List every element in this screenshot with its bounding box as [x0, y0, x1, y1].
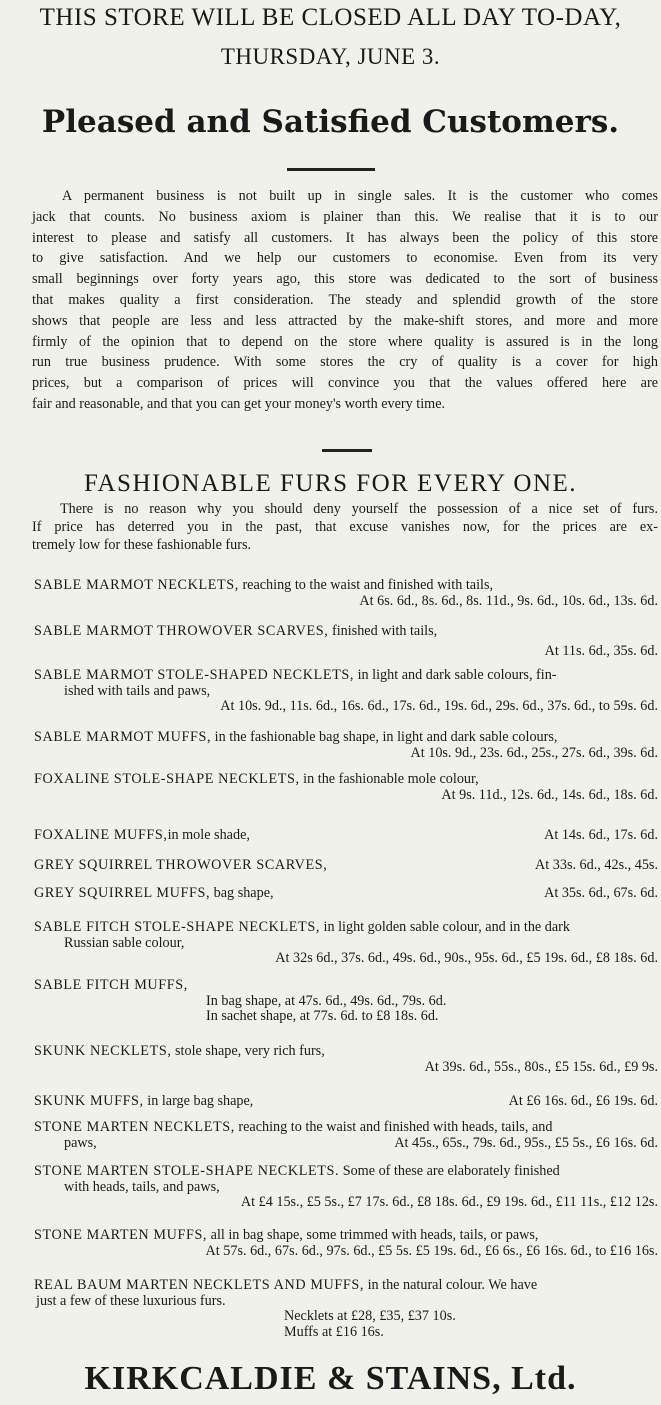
item-desc: in the natural colour. We have [364, 1277, 538, 1293]
item-name: SABLE FITCH MUFFS, [34, 977, 188, 993]
item-name: STONE MARTEN MUFFS, [34, 1227, 208, 1243]
item-desc-cont: just a few of these luxurious furs. [36, 1292, 226, 1309]
headline: Pleased and Satisfied Customers. [41, 104, 620, 140]
paragraph-line: interest to please and satisfy all customers. It has always been the policy of this store [32, 229, 658, 246]
item-desc: in the fashionable bag shape, in light and dark sable colours, [211, 729, 558, 745]
item-prices: At £4 15s., £5 5s., £7 17s. 6d., £8 18s. 6d., £9 19s. 6d., £11 11s., £12 12s. [240, 1194, 658, 1210]
paragraph-line: A permanent business is not built up in single sales. It is the customer who comes [62, 188, 658, 204]
fur-item [34, 624, 658, 659]
item-price-line: In sachet shape, at 77s. 6d. to £8 18s. 6d. [206, 1008, 439, 1024]
item-prices: At 39s. 6d., 55s., 80s., £5 15s. 6d., £9 9s. [424, 1058, 658, 1075]
closing-notice-line2: THURSDAY, JUNE 3. [220, 44, 441, 69]
fur-item [34, 1044, 658, 1075]
item-name: REAL BAUM MARTEN NECKLETS AND MUFFS, [34, 1277, 365, 1293]
fur-item [34, 858, 658, 874]
item-prices: At 32s 6d., 37s. 6d., 49s. 6d., 90s., 95s. 6d., £5 19s. 6d., £8 18s. 6d. [275, 950, 658, 966]
item-prices: At 33s. 6d., 42s., 45s. [535, 857, 658, 873]
item-name: SKUNK MUFFS, [34, 1093, 144, 1109]
paragraph-line: shows that people are less and less attracted by the make-shift stores, and more and more [32, 312, 658, 329]
item-desc: stole shape, very rich furs, [171, 1043, 325, 1059]
item-desc: Some of these are elaborately finished [339, 1163, 560, 1179]
item-desc: in the fashionable mole colour, [299, 771, 479, 787]
paragraph-line: that makes quality a first consideration. The steady and splendid growth of the store [32, 291, 658, 308]
item-desc-cont: Russian sable colour, [64, 934, 185, 951]
paragraph-line: small beginnings over forty years ago, this store was dedicated to the sort of business [32, 271, 658, 288]
divider-rule-2 [322, 449, 372, 452]
store-name-footer: KIRKCALDIE & STAINS, Ltd. [84, 1360, 577, 1397]
item-prices: At £6 16s. 6d., £6 19s. 6d. [508, 1093, 658, 1109]
intro-line: There is no reason why you should deny yourself the possession of a nice set of furs. [60, 501, 658, 517]
item-price-line: In bag shape, at 47s. 6d., 49s. 6d., 79s. 6d. [206, 992, 447, 1009]
fur-item [34, 668, 658, 715]
body-paragraph [32, 186, 658, 415]
paragraph-line: firmly of the opinion that to depend on the store where quality is assured is in the long [32, 333, 658, 350]
item-name: FOXALINE MUFFS, [34, 827, 168, 843]
item-name: SABLE MARMOT MUFFS, [34, 729, 212, 745]
item-desc: in light golden sable colour, and in the dark [319, 919, 570, 935]
item-name: SABLE MARMOT NECKLETS, [34, 577, 239, 593]
item-name: GREY SQUIRREL THROWOVER SCARVES, [34, 857, 328, 873]
fur-item [34, 1164, 658, 1211]
item-name: STONE MARTEN NECKLETS, [34, 1119, 235, 1135]
item-desc: in large bag shape, [143, 1093, 254, 1109]
item-desc: reaching to the waist and finished with heads, tails, and [234, 1119, 553, 1135]
paragraph-line: fair and reasonable, and that you can get your money's worth every time. [32, 395, 446, 412]
paragraph-line: jack that counts. No business axiom is plainer than this. We realise that it is to our [32, 208, 658, 225]
item-name: FOXALINE STOLE-SHAPE NECKLETS, [34, 771, 300, 787]
item-prices: At 10s. 9d., 11s. 6d., 16s. 6d., 17s. 6d., 19s. 6d., 29s. 6d., 37s. 6d., to 59s. 6d. [220, 698, 658, 714]
fur-item [34, 886, 658, 902]
item-name: SKUNK NECKLETS, [34, 1043, 172, 1059]
fur-item [34, 578, 658, 609]
intro-line: tremely low for these fashionable furs. [32, 537, 252, 553]
item-prices: At 35s. 6d., 67s. 6d. [544, 885, 658, 901]
item-name: GREY SQUIRREL MUFFS, [34, 885, 211, 901]
item-prices: At 57s. 6d., 67s. 6d., 97s. 6d., £5 5s. £5 19s. 6d., £6 6s., £6 16s. 6d., to £16 16s. [205, 1242, 658, 1259]
paragraph-line: to give satisfaction. And we help our customers to economise. Even from its very [32, 250, 658, 267]
furs-intro [32, 500, 658, 554]
fur-item [34, 920, 658, 967]
fur-item [34, 772, 658, 803]
item-desc-cont: with heads, tails, and paws, [64, 1178, 220, 1195]
item-name: SABLE MARMOT THROWOVER SCARVES, [34, 623, 329, 639]
item-name: SABLE FITCH STOLE-SHAPE NECKLETS, [34, 919, 320, 935]
fur-item [34, 1278, 658, 1340]
paragraph-line: run true business prudence. With some stores the cry of quality is a cover for high [32, 354, 658, 371]
intro-line: If price has deterred you in the past, that excuse vanishes now, for the prices are ex- [32, 519, 658, 535]
item-desc-cont: paws, [64, 1134, 97, 1151]
item-name: STONE MARTEN STOLE-SHAPE NECKLETS. [34, 1163, 340, 1179]
divider-rule-1 [287, 168, 375, 171]
fur-item [34, 828, 658, 844]
item-prices: At 10s. 9d., 23s. 6d., 25s., 27s. 6d., 39s. 6d. [410, 744, 658, 761]
item-name: SABLE MARMOT STOLE-SHAPED NECKLETS, [34, 667, 355, 683]
item-price-line: Muffs at £16 16s. [284, 1323, 384, 1340]
item-desc: all in bag shape, some trimmed with heads, tails, or paws, [207, 1227, 539, 1243]
item-prices: At 45s., 65s., 79s. 6d., 95s., £5 5s., £6 16s. 6d. [394, 1134, 658, 1151]
item-desc: in light and dark sable colours, fin- [354, 667, 557, 683]
item-prices: At 14s. 6d., 17s. 6d. [544, 827, 658, 843]
furs-heading: FASHIONABLE FURS FOR EVERY ONE. [83, 470, 578, 497]
fur-item [34, 978, 658, 1025]
item-desc: in mole shade, [167, 827, 250, 843]
item-price-line: Necklets at £28, £35, £37 10s. [284, 1308, 456, 1324]
closing-notice-line1: THIS STORE WILL BE CLOSED ALL DAY TO-DAY, [39, 4, 622, 31]
item-prices: At 6s. 6d., 8s. 6d., 8s. 11d., 9s. 6d., 10s. 6d., 13s. 6d. [359, 592, 658, 609]
item-prices: At 11s. 6d., 35s. 6d. [544, 642, 658, 659]
item-desc-cont: ished with tails and paws, [64, 682, 211, 699]
fur-item [34, 1094, 658, 1110]
fur-item [34, 730, 658, 761]
item-desc: finished with tails, [328, 623, 438, 639]
item-prices: At 9s. 11d., 12s. 6d., 14s. 6d., 18s. 6d. [441, 786, 658, 803]
fur-item [34, 1120, 658, 1151]
item-desc: bag shape, [210, 885, 274, 901]
fur-item [34, 1228, 658, 1259]
paragraph-line: prices, but a comparison of prices will convince you that the values offered here are [32, 375, 658, 392]
item-desc: reaching to the waist and finished with tails, [238, 577, 494, 593]
